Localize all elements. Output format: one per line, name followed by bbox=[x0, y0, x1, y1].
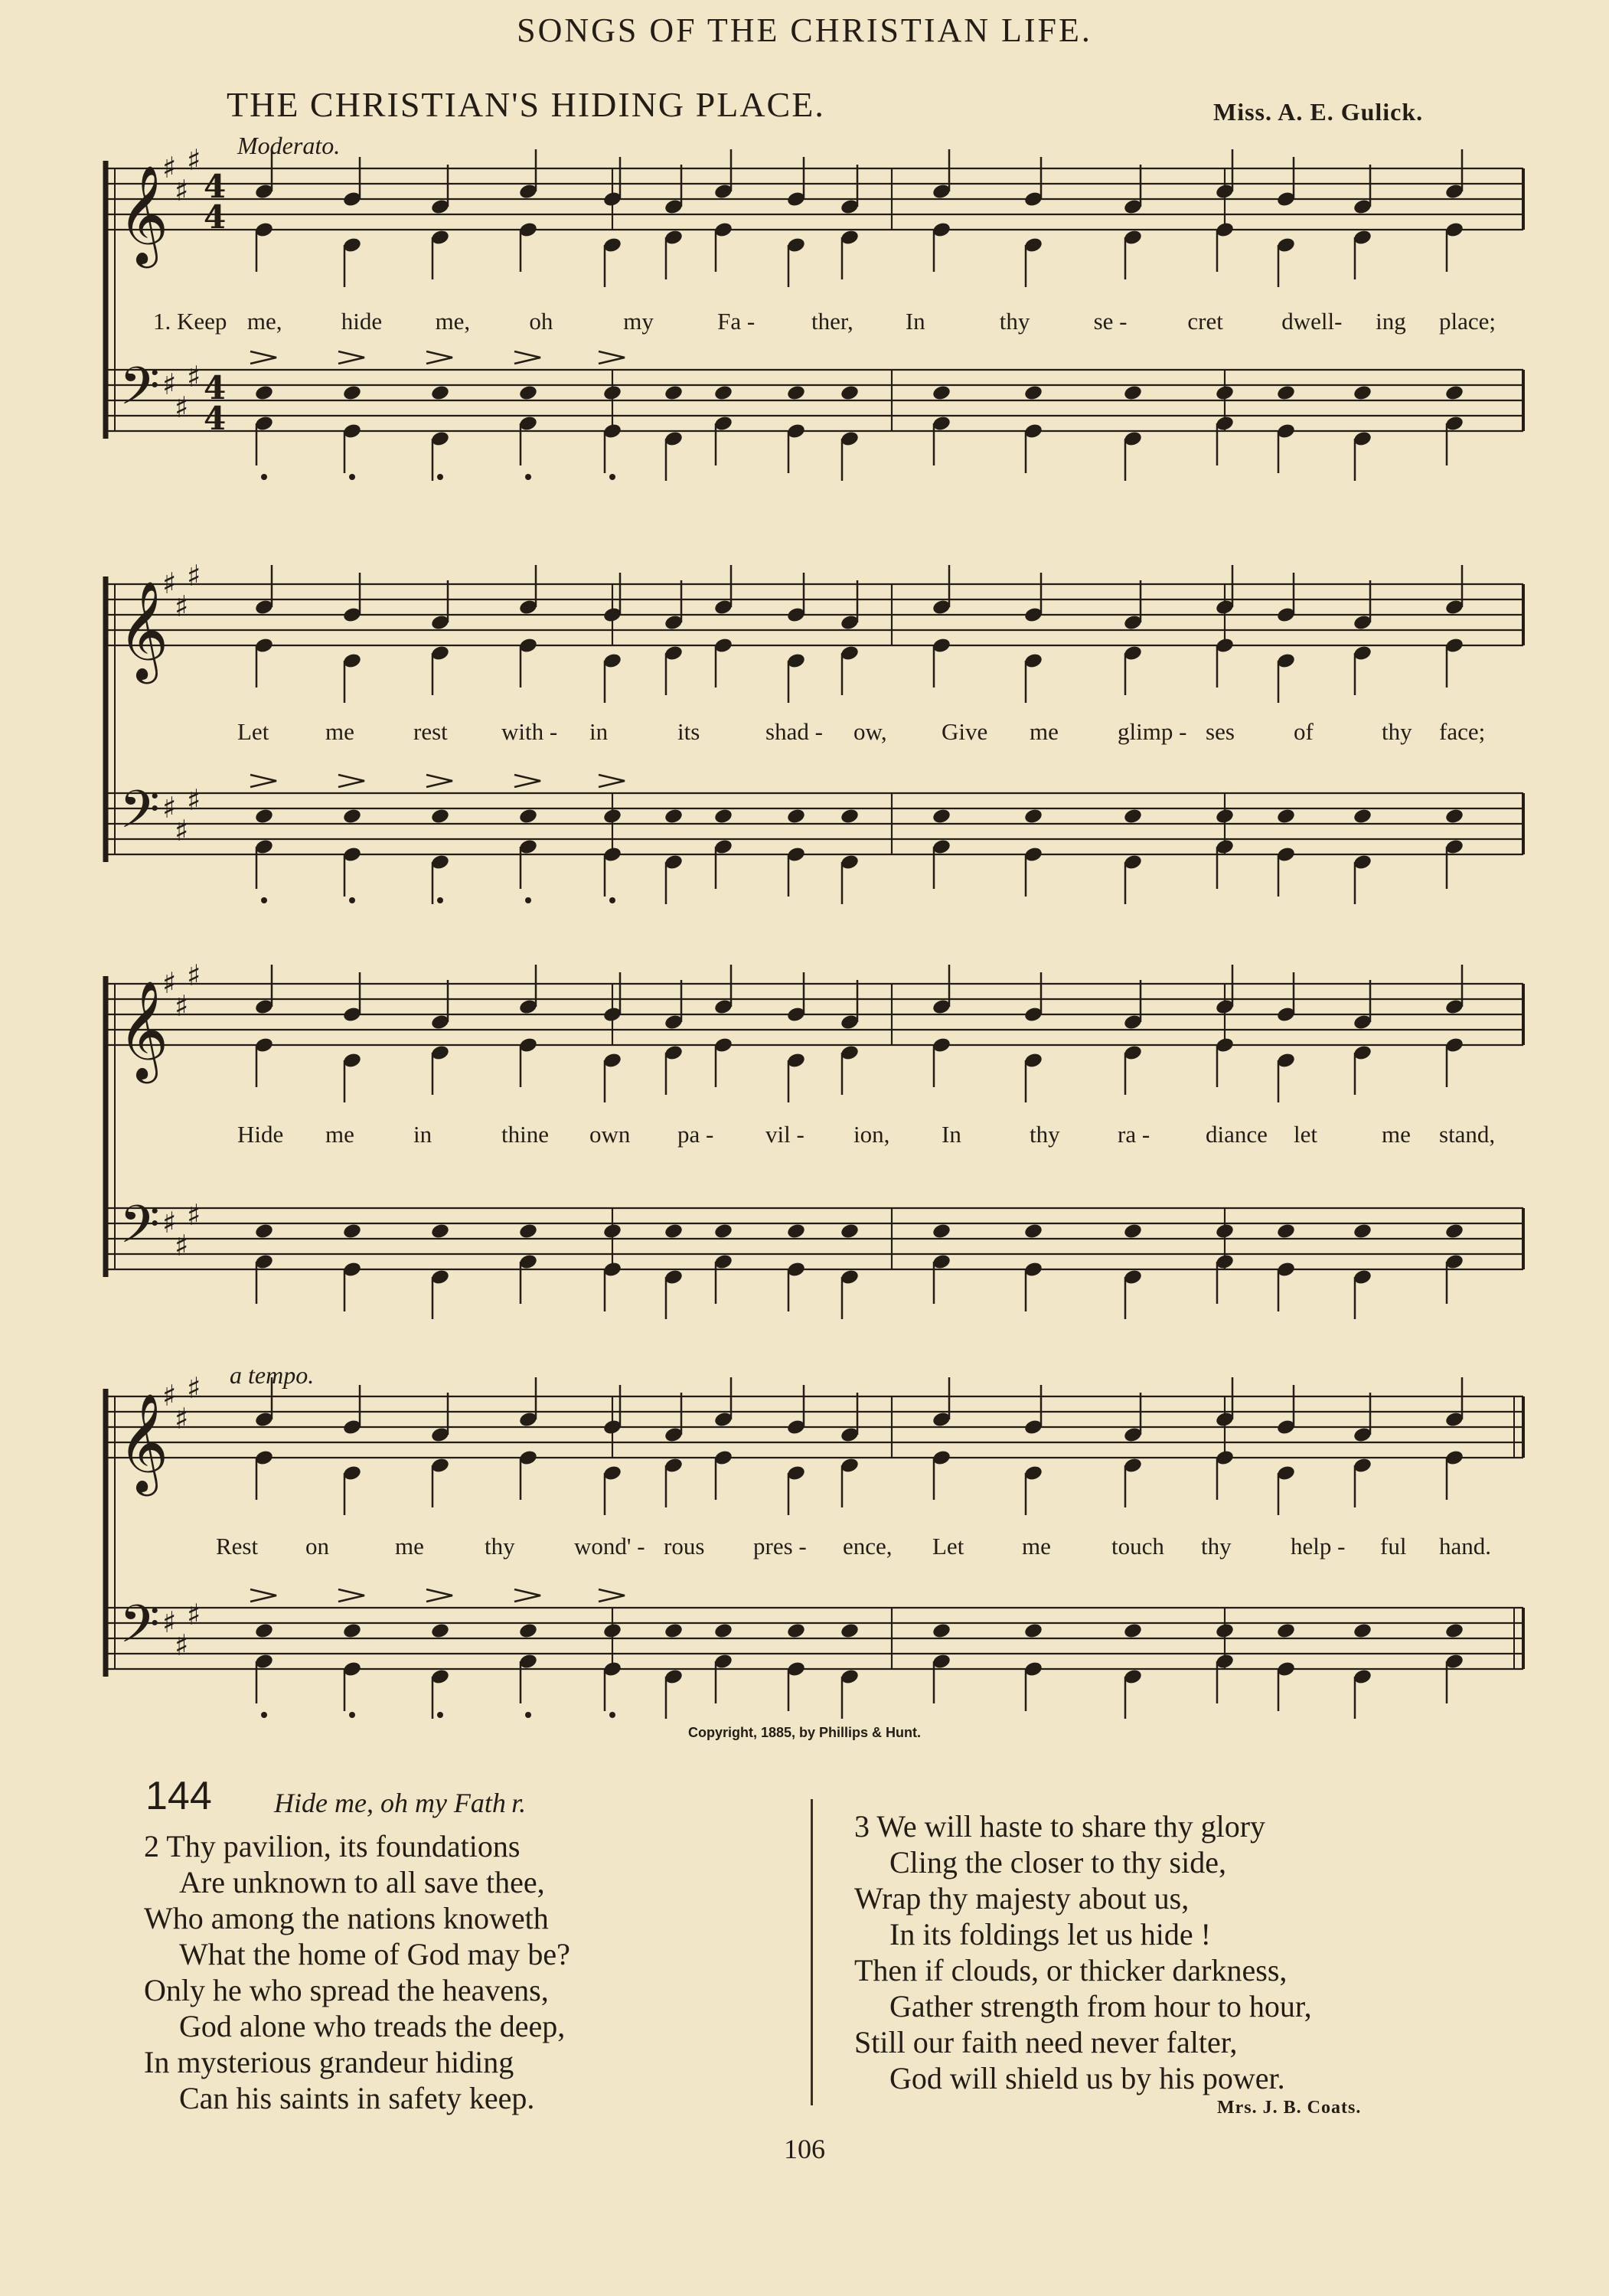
staccato-dot bbox=[609, 474, 615, 480]
lyric-syllable: 1. Keep bbox=[153, 308, 227, 335]
lyric-syllable: ther, bbox=[811, 308, 853, 335]
lyric-syllable: Fa - bbox=[717, 308, 756, 335]
tenor-note bbox=[932, 1622, 951, 1640]
key-signature-sharp: ♯ bbox=[175, 1628, 189, 1662]
verse-line: God will shield us by his power. bbox=[889, 2061, 1285, 2095]
tenor-note bbox=[1123, 808, 1143, 825]
tempo-marking-moderato: Moderato. bbox=[237, 132, 341, 159]
tenor-note bbox=[840, 384, 860, 402]
verse-line: 2 Thy pavilion, its foundations bbox=[144, 1829, 521, 1863]
lyric-syllable: thy bbox=[1382, 718, 1412, 745]
tenor-note bbox=[254, 1223, 274, 1240]
tenor-note bbox=[932, 1223, 951, 1240]
staccato-dot bbox=[437, 1712, 443, 1718]
lyric-syllable: thy bbox=[1201, 1533, 1232, 1560]
tenor-note bbox=[840, 1622, 860, 1640]
tenor-note bbox=[342, 384, 362, 402]
time-signature-top: 4 bbox=[204, 168, 227, 205]
tenor-note bbox=[430, 808, 450, 825]
lyric-syllable: Hide bbox=[237, 1121, 284, 1148]
time-signature-top: 4 bbox=[204, 369, 227, 407]
key-signature-sharp: ♯ bbox=[175, 173, 189, 207]
tenor-note bbox=[713, 384, 733, 402]
copyright-notice: Copyright, 1885, by Phillips & Hunt. bbox=[687, 1725, 922, 1740]
lyric-syllable: oh bbox=[529, 308, 553, 335]
tenor-note bbox=[664, 808, 684, 825]
tenor-note bbox=[1023, 1223, 1043, 1240]
tenor-note bbox=[342, 1223, 362, 1240]
key-signature-sharp: ♯ bbox=[162, 790, 177, 825]
staccato-dot bbox=[525, 1712, 531, 1718]
tenor-note bbox=[932, 384, 951, 402]
key-signature-sharp: ♯ bbox=[187, 782, 201, 817]
tempo-marking-a-tempo: a tempo. bbox=[230, 1361, 315, 1389]
key-signature-sharp: ♯ bbox=[187, 958, 201, 992]
accent-mark bbox=[514, 351, 540, 364]
lyric-syllable: own bbox=[589, 1121, 631, 1148]
tenor-note bbox=[1353, 1223, 1372, 1240]
staccato-dot bbox=[437, 897, 443, 903]
tenor-note bbox=[518, 1622, 538, 1640]
lyric-syllable: pres - bbox=[753, 1533, 807, 1560]
lyric-syllable: thy bbox=[999, 308, 1030, 335]
lyric-syllable: its bbox=[677, 718, 700, 745]
verse-line: Only he who spread the heavens, bbox=[144, 1973, 549, 2007]
lyric-syllable: me, bbox=[435, 308, 471, 335]
tenor-note bbox=[1215, 1223, 1235, 1240]
tenor-note bbox=[602, 808, 622, 825]
key-signature-sharp: ♯ bbox=[175, 589, 189, 623]
lyric-syllable: vil - bbox=[765, 1121, 804, 1148]
lyric-syllable: wond' - bbox=[574, 1533, 645, 1560]
accent-mark bbox=[338, 775, 364, 787]
lyric-syllable: let bbox=[1294, 1121, 1317, 1148]
lyric-syllable: face; bbox=[1439, 718, 1486, 745]
tenor-note bbox=[430, 384, 450, 402]
key-signature-sharp: ♯ bbox=[175, 390, 189, 424]
lyric-syllable: hand. bbox=[1439, 1533, 1492, 1560]
key-signature-sharp: ♯ bbox=[187, 558, 201, 593]
treble-clef: 𝄞 bbox=[118, 580, 169, 680]
lyric-syllable: me bbox=[325, 718, 354, 745]
key-signature-sharp: ♯ bbox=[162, 1205, 177, 1239]
lyric-syllable: ence, bbox=[843, 1533, 893, 1560]
lyric-syllable: my bbox=[623, 308, 654, 335]
tenor-note bbox=[518, 808, 538, 825]
tenor-note bbox=[1215, 1622, 1235, 1640]
tenor-note bbox=[1123, 1223, 1143, 1240]
column-divider bbox=[811, 1799, 813, 2105]
accent-mark bbox=[250, 1589, 276, 1602]
time-signature-bottom: 4 bbox=[204, 198, 227, 236]
tenor-note bbox=[430, 1622, 450, 1640]
page-number: 106 bbox=[784, 2134, 825, 2164]
lyric-syllable: Rest bbox=[216, 1533, 259, 1560]
lyric-syllable: pa - bbox=[677, 1121, 714, 1148]
accent-mark bbox=[250, 775, 276, 787]
tenor-note bbox=[1353, 384, 1372, 402]
tenor-note bbox=[1123, 384, 1143, 402]
lyric-syllable: se - bbox=[1093, 308, 1128, 335]
accent-mark bbox=[338, 1589, 364, 1602]
tenor-note bbox=[786, 808, 806, 825]
lyric-syllable: with - bbox=[501, 718, 558, 745]
composer-credit: Miss. A. E. Gulick. bbox=[1213, 98, 1424, 126]
lyric-syllable: me bbox=[395, 1533, 424, 1560]
accent-mark bbox=[599, 351, 625, 364]
song-title: THE CHRISTIAN'S HIDING PLACE. bbox=[227, 85, 825, 124]
verse-line: 3 We will haste to share thy glory bbox=[854, 1809, 1266, 1844]
key-signature-sharp: ♯ bbox=[187, 1597, 201, 1631]
staccato-dot bbox=[261, 474, 267, 480]
key-signature-sharp: ♯ bbox=[187, 1370, 201, 1405]
lyric-syllable: me bbox=[1030, 718, 1059, 745]
tenor-note bbox=[342, 1622, 362, 1640]
staccato-dot bbox=[525, 897, 531, 903]
lyric-syllable: in bbox=[589, 718, 609, 745]
key-signature-sharp: ♯ bbox=[162, 566, 177, 600]
bass-clef: 𝄢 bbox=[119, 1595, 160, 1667]
lyric-syllable: me bbox=[1022, 1533, 1051, 1560]
lyric-syllable: me bbox=[325, 1121, 354, 1148]
tenor-note bbox=[602, 384, 622, 402]
key-signature-sharp: ♯ bbox=[187, 1197, 201, 1232]
tenor-note bbox=[1215, 384, 1235, 402]
lyric-syllable: thy bbox=[485, 1533, 515, 1560]
accent-mark bbox=[514, 775, 540, 787]
tenor-note bbox=[1276, 384, 1296, 402]
verse-line: Then if clouds, or thicker darkness, bbox=[854, 1953, 1288, 1987]
key-signature-sharp: ♯ bbox=[162, 367, 177, 401]
key-signature-sharp: ♯ bbox=[175, 988, 189, 1023]
lyric-syllable: thy bbox=[1030, 1121, 1060, 1148]
tenor-note bbox=[1353, 808, 1372, 825]
staccato-dot bbox=[261, 1712, 267, 1718]
lyric-syllable: shad - bbox=[765, 718, 823, 745]
key-signature-sharp: ♯ bbox=[162, 150, 177, 185]
tenor-note bbox=[254, 384, 274, 402]
key-signature-sharp: ♯ bbox=[162, 1378, 177, 1413]
staccato-dot bbox=[525, 474, 531, 480]
hymn-first-line: Hide me, oh my Fath r. bbox=[274, 1788, 527, 1818]
verse-line: Who among the nations knoweth bbox=[144, 1901, 549, 1935]
tenor-note bbox=[1444, 1622, 1464, 1640]
verse-line: Wrap thy majesty about us, bbox=[854, 1881, 1190, 1916]
lyric-syllable: ses bbox=[1206, 718, 1235, 745]
hymn-number: 144 bbox=[145, 1774, 212, 1818]
verse-2 bbox=[144, 1828, 570, 2116]
lyric-syllable: diance bbox=[1206, 1121, 1268, 1148]
key-signature-sharp: ♯ bbox=[162, 1605, 177, 1639]
staccato-dot bbox=[349, 474, 355, 480]
tenor-note bbox=[1444, 1223, 1464, 1240]
key-signature-sharp: ♯ bbox=[175, 1228, 189, 1262]
tenor-note bbox=[254, 1622, 274, 1640]
lyric-syllable: ra - bbox=[1118, 1121, 1150, 1148]
staccato-dot bbox=[437, 474, 443, 480]
tenor-note bbox=[1023, 808, 1043, 825]
lyric-syllable: glimp - bbox=[1118, 718, 1187, 745]
lyric-syllable: ow, bbox=[853, 718, 887, 745]
lyric-syllable: ing bbox=[1376, 308, 1406, 335]
verse-line: Are unknown to all save thee, bbox=[179, 1865, 545, 1899]
tenor-note bbox=[1353, 1622, 1372, 1640]
treble-clef: 𝄞 bbox=[118, 980, 169, 1079]
verse-line: God alone who treads the deep, bbox=[179, 2009, 566, 2043]
verse-line: In its foldings let us hide ! bbox=[889, 1917, 1211, 1951]
accent-mark bbox=[514, 1589, 540, 1602]
bass-clef: 𝄢 bbox=[119, 780, 160, 853]
tenor-note bbox=[1123, 1622, 1143, 1640]
lyric-syllable: Let bbox=[932, 1533, 964, 1560]
lyric-syllable: Give bbox=[942, 718, 988, 745]
verse-line: In mysterious grandeur hiding bbox=[144, 2045, 514, 2079]
tenor-note bbox=[713, 808, 733, 825]
verse-line: Still our faith need never falter, bbox=[854, 2025, 1238, 2059]
tenor-note bbox=[602, 1622, 622, 1640]
lyric-syllable: on bbox=[305, 1533, 329, 1560]
verse-line: Cling the closer to thy side, bbox=[889, 1845, 1226, 1880]
tenor-note bbox=[840, 808, 860, 825]
key-signature-sharp: ♯ bbox=[187, 142, 201, 177]
tenor-note bbox=[1023, 384, 1043, 402]
bass-clef: 𝄢 bbox=[119, 1195, 160, 1268]
verse-line: Can his saints in safety keep. bbox=[179, 2081, 535, 2115]
running-header: SONGS OF THE CHRISTIAN LIFE. bbox=[517, 11, 1092, 49]
lyric-syllable: touch bbox=[1111, 1533, 1164, 1560]
accent-mark bbox=[338, 351, 364, 364]
tenor-note bbox=[1276, 1622, 1296, 1640]
key-signature-sharp: ♯ bbox=[187, 359, 201, 394]
lyric-syllable: me, bbox=[246, 308, 282, 335]
lyric-syllable: hide bbox=[341, 308, 383, 335]
accent-mark bbox=[250, 351, 276, 364]
lyric-syllable: ion, bbox=[853, 1121, 890, 1148]
tenor-note bbox=[1215, 808, 1235, 825]
staccato-dot bbox=[609, 897, 615, 903]
tenor-note bbox=[518, 1223, 538, 1240]
verse-3 bbox=[854, 1808, 1312, 2096]
accent-mark bbox=[426, 1589, 452, 1602]
lyric-syllable: thine bbox=[501, 1121, 549, 1148]
staccato-dot bbox=[609, 1712, 615, 1718]
tenor-note bbox=[713, 1223, 733, 1240]
treble-clef: 𝄞 bbox=[118, 165, 169, 264]
tenor-note bbox=[1444, 808, 1464, 825]
tenor-note bbox=[1276, 1223, 1296, 1240]
tenor-note bbox=[254, 808, 274, 825]
accent-mark bbox=[599, 775, 625, 787]
key-signature-sharp: ♯ bbox=[162, 965, 177, 1000]
bass-clef: 𝄢 bbox=[119, 357, 160, 429]
tenor-note bbox=[786, 1223, 806, 1240]
lyric-syllable: Let bbox=[237, 718, 269, 745]
tenor-note bbox=[786, 384, 806, 402]
verse-line: Gather strength from hour to hour, bbox=[889, 1989, 1312, 2023]
tenor-note bbox=[1276, 808, 1296, 825]
tenor-note bbox=[602, 1223, 622, 1240]
staccato-dot bbox=[349, 1712, 355, 1718]
lyric-syllable: rous bbox=[664, 1533, 705, 1560]
tenor-note bbox=[664, 1223, 684, 1240]
accent-mark bbox=[426, 351, 452, 364]
staccato-dot bbox=[261, 897, 267, 903]
tenor-note bbox=[1444, 384, 1464, 402]
tenor-note bbox=[840, 1223, 860, 1240]
key-signature-sharp: ♯ bbox=[175, 1401, 189, 1435]
lyric-syllable: in bbox=[413, 1121, 432, 1148]
staccato-dot bbox=[349, 897, 355, 903]
tenor-note bbox=[518, 384, 538, 402]
lyric-syllable: In bbox=[905, 308, 925, 335]
lyric-syllable: dwell- bbox=[1281, 308, 1343, 335]
lyric-syllable: In bbox=[942, 1121, 961, 1148]
lyric-syllable: stand, bbox=[1439, 1121, 1496, 1148]
tenor-note bbox=[932, 808, 951, 825]
treble-clef: 𝄞 bbox=[118, 1393, 169, 1492]
lyric-syllable: ful bbox=[1380, 1533, 1407, 1560]
lyric-syllable: place; bbox=[1439, 308, 1496, 335]
tenor-note bbox=[342, 808, 362, 825]
lyric-syllable: me bbox=[1382, 1121, 1411, 1148]
tenor-note bbox=[664, 1622, 684, 1640]
key-signature-sharp: ♯ bbox=[175, 813, 189, 848]
lyric-syllable: help - bbox=[1291, 1533, 1346, 1560]
tenor-note bbox=[713, 1622, 733, 1640]
tenor-note bbox=[664, 384, 684, 402]
accent-mark bbox=[599, 1589, 625, 1602]
lyric-syllable: rest bbox=[413, 718, 448, 745]
verse-line: What the home of God may be? bbox=[179, 1937, 570, 1971]
tenor-note bbox=[430, 1223, 450, 1240]
tenor-note bbox=[1023, 1622, 1043, 1640]
author-credit: Mrs. J. B. Coats. bbox=[1217, 2098, 1362, 2118]
accent-mark bbox=[426, 775, 452, 787]
tenor-note bbox=[786, 1622, 806, 1640]
lyric-syllable: cret bbox=[1187, 308, 1223, 335]
time-signature-bottom: 4 bbox=[204, 400, 227, 437]
lyric-syllable: of bbox=[1294, 718, 1314, 745]
